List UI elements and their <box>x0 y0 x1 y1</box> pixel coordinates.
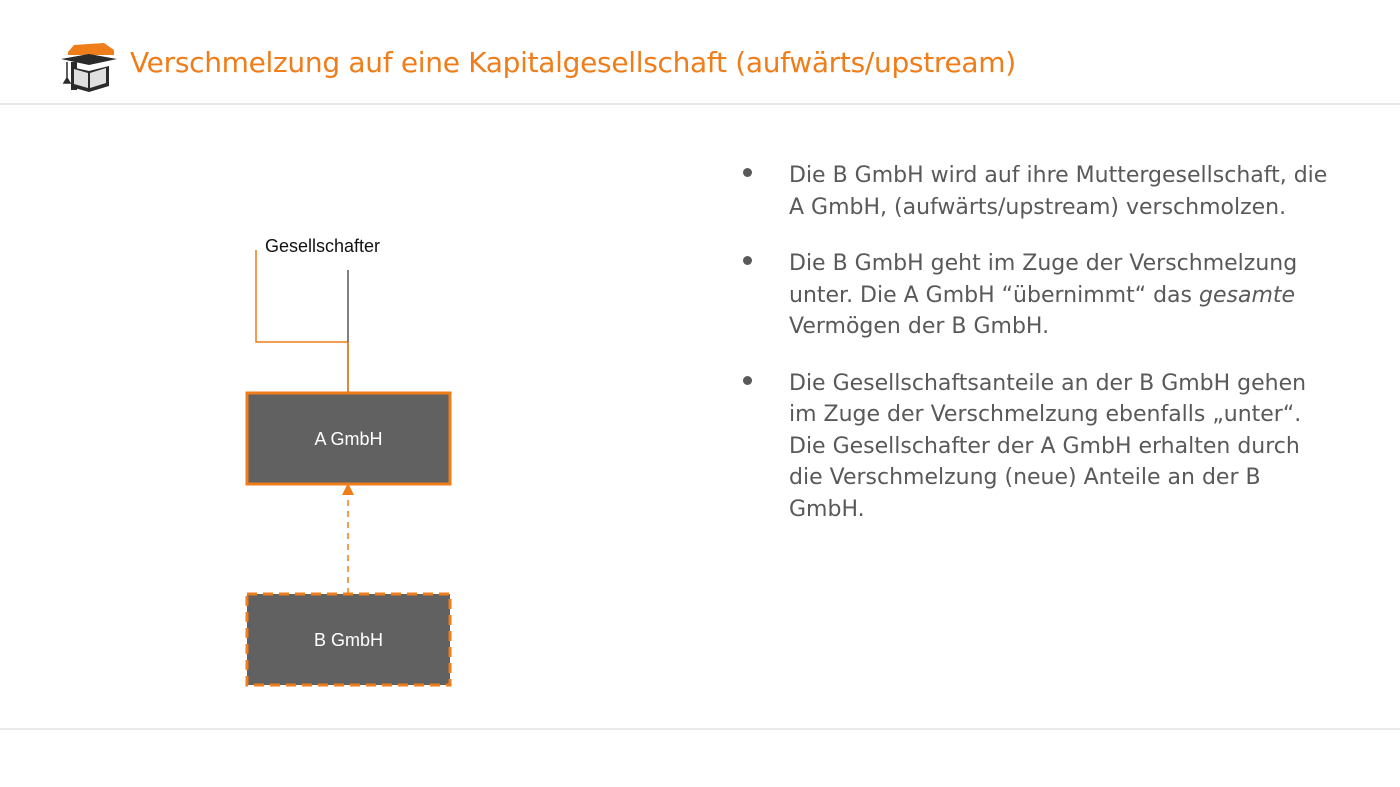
bullet-item: Die B GmbH wird auf ihre Muttergesellschaft, die A GmbH, (aufwärts/upstream) verschmolzen. <box>742 160 1332 223</box>
page-title: Verschmelzung auf eine Kapitalgesellschaft (aufwärts/upstream) <box>130 46 1016 79</box>
b-gmbh-box <box>247 594 450 685</box>
shareholder-bracket-line <box>256 250 348 342</box>
bullet-item: Die B GmbH geht im Zuge der Verschmelzung unter. Die A GmbH “übernimmt“ das gesamte Vermögen der B GmbH. <box>742 248 1332 343</box>
emphasis-text: gesamte <box>1199 282 1296 308</box>
b-gmbh-label: B GmbH <box>313 630 384 650</box>
bullet-item: Die Gesellschaftsanteile an der B GmbH gehen im Zuge der Verschmelzung ebenfalls „unter“. Die Gesellschafter der A GmbH erhalten durch die Verschmelzung (neue) Anteile an der B GmbH. <box>742 368 1332 526</box>
shareholder-label: Gesellschafter <box>265 236 381 256</box>
footer-divider <box>0 728 1400 730</box>
explanation-list <box>742 160 1332 550</box>
a-gmbh-box <box>247 393 450 484</box>
a-gmbh-label: A GmbH <box>314 429 383 449</box>
